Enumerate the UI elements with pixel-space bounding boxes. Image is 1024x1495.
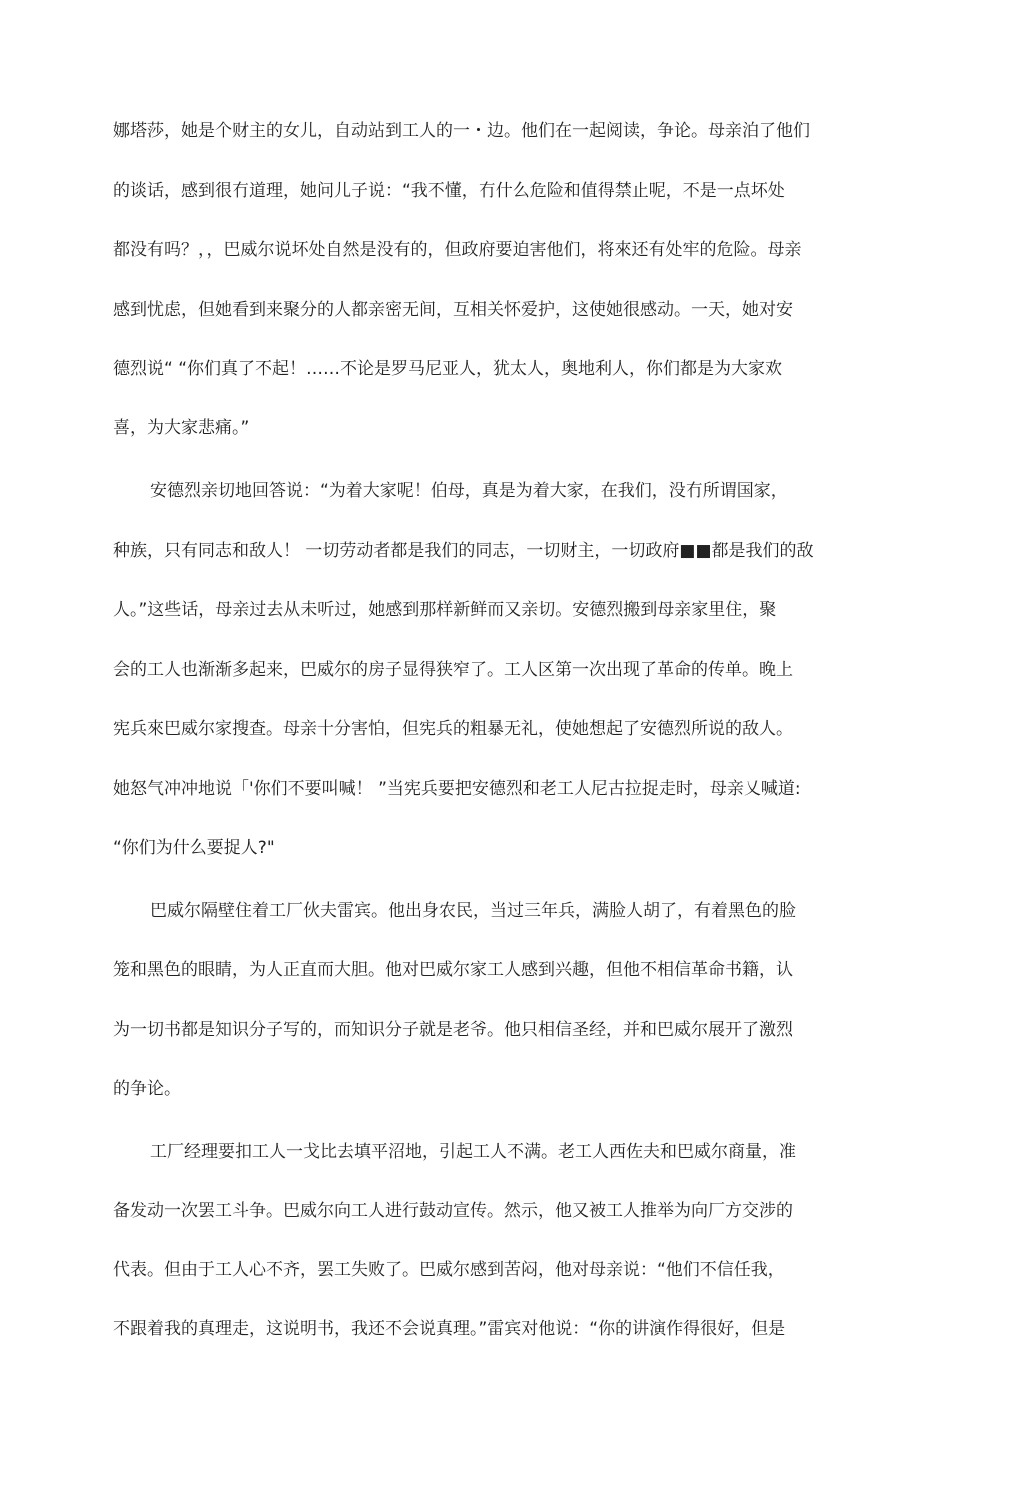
text-line: 德烈说“ “你们真了不起！……不论是罗马尼亚人，犹太人，奥地利人，你们都是为大家欢 [113,359,783,379]
text-line: 代表。但由于工人心不齐，罢工失败了。巴威尔感到苦闷，他对母亲说：“他们不信任我， [113,1260,785,1280]
text-line: “你们为什么要捉人?" [113,838,275,858]
text-line: 她怒气冲冲地说「'你们不要叫喊！ ”当宪兵要把安德烈和老工人尼古拉捉走时，母亲乂喊道: [113,779,801,799]
text-line: 为一切书都是知识分子写的，而知识分子就是老爷。他只相信圣经，并和巴威尔展开了激烈 [113,1020,793,1040]
text-line: 人。”这些话，母亲过去从未听过，她感到那样新鲜而又亲切。安德烈搬到母亲家里住，聚 [113,600,777,620]
text-line: 备发动一次罢工斗争。巴威尔向工人进行鼓动宣传。然示，他又被工人推举为向厂方交涉的 [113,1201,793,1221]
text-line: 工厂经理要扣工人一戈比去填平沼地，引起工人不满。老工人西佐夫和巴威尔商量，准 [150,1142,796,1162]
text-line: 不跟着我的真理走，这说明书，我还不会说真理。”雷宾对他说：“你的讲演作得很好，但是 [113,1319,786,1339]
text-line: 喜，为大家悲痛。” [113,418,250,438]
text-line: 的争论。 [113,1079,181,1099]
text-line: 会的工人也渐渐多起来，巴威尔的房子显得狭窄了。工人区第一次出现了革命的传单。晚上 [113,660,793,680]
text-line: 种族，只有同志和敌人！ 一切劳动者都是我们的同志，一切财主，一切政府■■都是我们的敌 [113,541,814,561]
text-line: 的谈话，感到很冇道理，她问儿子说：“我不懂，冇什么危险和值得禁止呢，不是一点坏处 [113,181,785,201]
text-line: 感到忧虑，但她看到来聚分的人都亲密无间，互相关怀爱护，这使她很感动。一天，她对安 [113,300,793,320]
text-line: 笼和黑色的眼睛，为人正直而大胆。他对巴威尔家工人感到兴趣，但他不相信革命书籍，认 [113,960,793,980]
text-line: 都没有吗？，，巴威尔说坏处自然是没有的，但政府要迫害他们，将來还有处牢的危险。母亲 [113,240,802,260]
text-line: 巴威尔隔壁住着工厂伙夫雷宾。他出身农民，当过三年兵，满脸人胡了，有着黑色的脸 [150,901,796,921]
text-line: 宪兵來巴威尔家搜查。母亲十分害怕，但宪兵的粗暴无礼，使她想起了安德烈所说的敌人。 [113,719,793,739]
text-line: 安德烈亲切地回答说：“为着大家呢！伯母，真是为着大家，在我们，没冇所谓国家， [150,481,788,501]
text-line: 娜塔莎，她是个财主的女儿，自动站到工人的一・边。他们在一起阅读，争论。母亲泊了他们 [113,121,810,141]
